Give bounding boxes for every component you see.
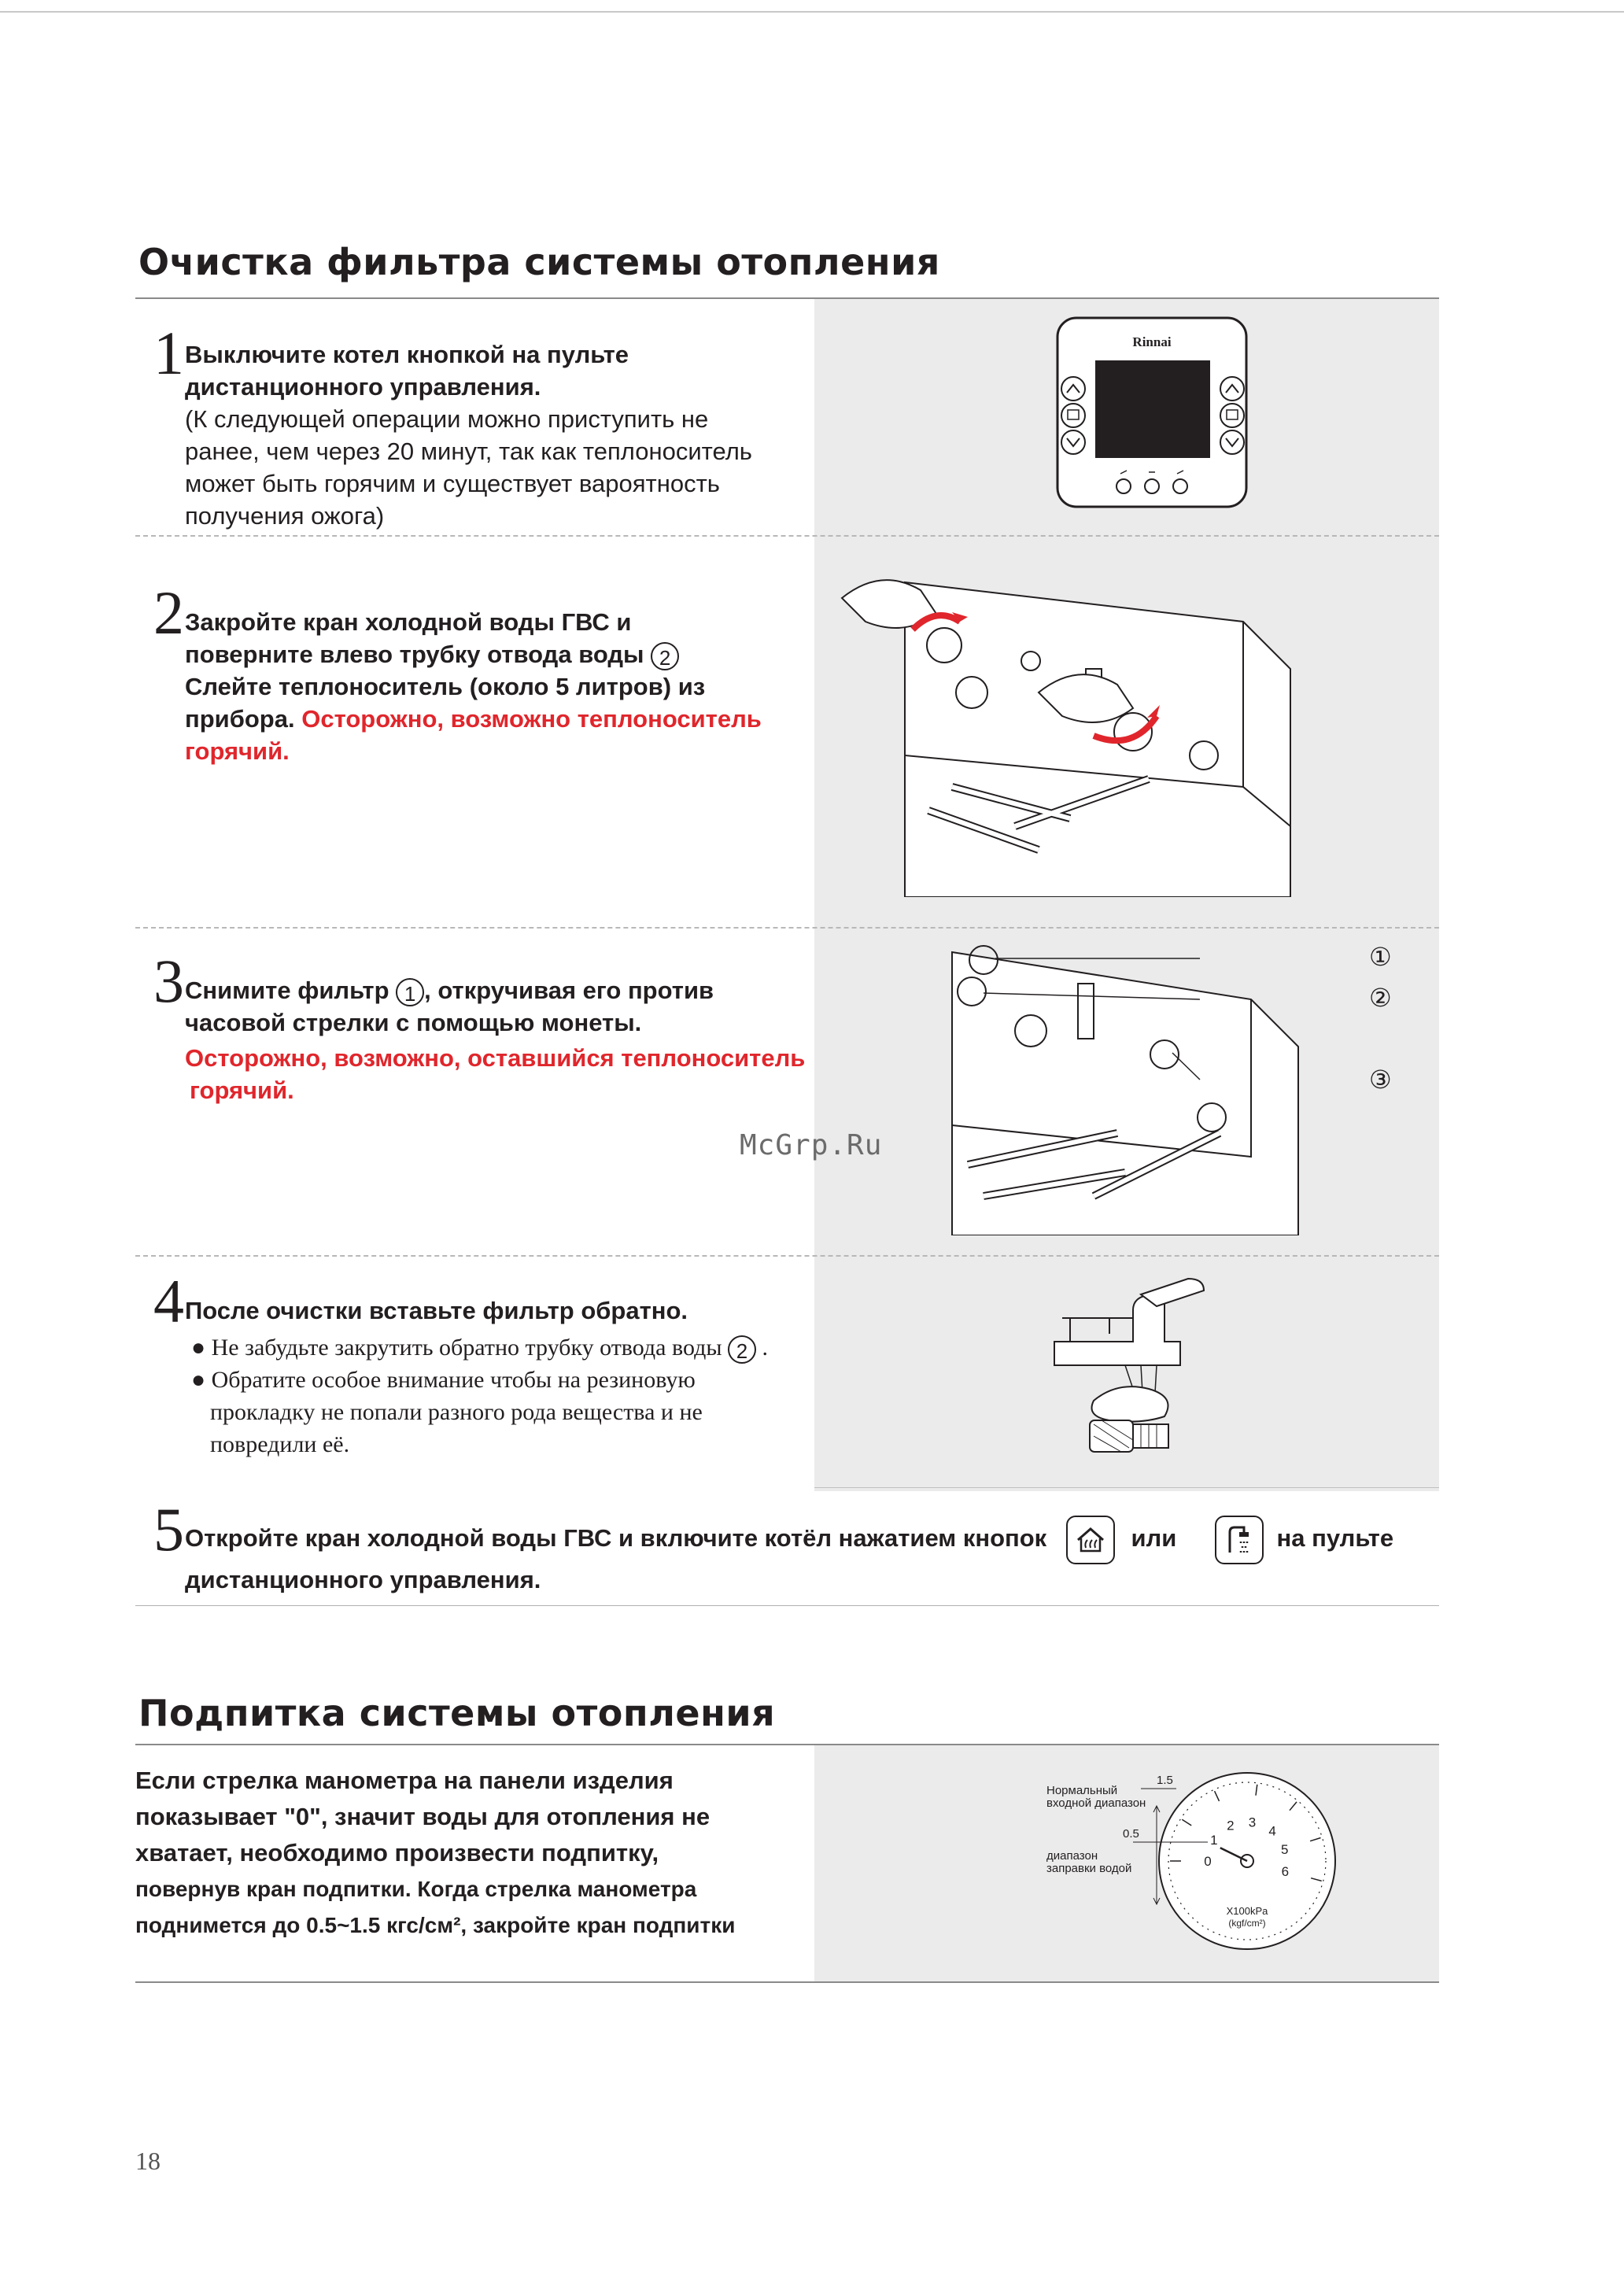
step-text: Откройте кран холодной воды ГВС и включите котёл нажатием кнопок bbox=[185, 1524, 1047, 1552]
gauge-scale-label: 0 bbox=[1204, 1854, 1212, 1869]
step-text: дистанционного управления. bbox=[185, 373, 541, 401]
hot-water-button-icon bbox=[1215, 1516, 1264, 1564]
step-text: Закройте кран холодной воды ГВС и bbox=[185, 608, 632, 636]
section1-bottom-rule bbox=[135, 1605, 1439, 1606]
step-number: 2 bbox=[153, 578, 184, 647]
gauge-label-normal: Нормальный bbox=[1046, 1784, 1118, 1797]
gauge-scale-label: 3 bbox=[1248, 1815, 1257, 1830]
step-text: прибора. bbox=[185, 705, 295, 733]
step-text: или bbox=[1131, 1524, 1177, 1552]
step-note: ранее, чем через 20 минут, так как теплоноситель bbox=[185, 438, 752, 465]
callout-2: ② bbox=[1369, 984, 1392, 1012]
step-bullet: прокладку не попали разного рода вещества и не bbox=[210, 1399, 703, 1426]
warning-text: Осторожно, возможно теплоноситель bbox=[301, 705, 762, 733]
warning-text: Осторожно, возможно, оставшийся теплоноситель bbox=[185, 1044, 806, 1072]
warning-text: горячий. bbox=[185, 737, 290, 765]
step-note: получения ожога) bbox=[185, 502, 385, 530]
gauge-mark-1-5: 1.5 bbox=[1157, 1774, 1173, 1787]
step-divider bbox=[135, 1255, 1439, 1257]
heating-button-icon bbox=[1066, 1516, 1115, 1564]
step-divider bbox=[135, 535, 1439, 537]
step-number: 1 bbox=[153, 319, 184, 387]
section2-title: Подпитка системы отопления bbox=[138, 1692, 776, 1734]
step-number: 3 bbox=[153, 947, 184, 1015]
instruction-line: показывает "0", значит воды для отопления не bbox=[135, 1803, 710, 1830]
instruction-line: поднимется до 0.5~1.5 кгс/см², закройте кран подпитки bbox=[135, 1913, 736, 1937]
step-text: Снимите фильтр bbox=[185, 977, 389, 1004]
step-text: Выключите котел кнопкой на пульте bbox=[185, 341, 629, 368]
step-bullet: ● Не забудьте закрутить обратно трубку отвода воды bbox=[191, 1335, 722, 1361]
gauge-scale-label: 2 bbox=[1227, 1818, 1235, 1833]
section2-bottom-rule bbox=[135, 1981, 1439, 1983]
instruction-line: хватает, необходимо произвести подпитку, bbox=[135, 1839, 659, 1867]
callout-marker: 2 bbox=[651, 642, 679, 670]
step-number: 4 bbox=[153, 1267, 184, 1335]
gauge-label-fill: диапазон bbox=[1046, 1849, 1098, 1863]
pressure-gauge bbox=[1039, 1767, 1353, 1963]
step-text: , откручивая его против bbox=[424, 977, 714, 1004]
section1-title: Очистка фильтра системы отопления bbox=[138, 241, 940, 283]
step-text: дистанционного управления. bbox=[185, 1566, 541, 1593]
watermark: McGrp.Ru bbox=[740, 1129, 883, 1161]
gauge-mark-0-5: 0.5 bbox=[1123, 1827, 1139, 1841]
step-divider bbox=[814, 1487, 1439, 1488]
faucet-filter-illustration bbox=[1046, 1263, 1235, 1468]
step-text: часовой стрелки с помощью монеты. bbox=[185, 1009, 642, 1036]
step-divider bbox=[135, 927, 1439, 929]
gauge-label-normal: входной диапазон bbox=[1046, 1796, 1146, 1810]
gauge-scale-label: 6 bbox=[1281, 1863, 1290, 1879]
instruction-line: Если стрелка манометра на панели изделия bbox=[135, 1767, 674, 1794]
gauge-unit-kgf: (kgf/cm²) bbox=[1228, 1918, 1266, 1929]
boiler-filter-illustration bbox=[936, 936, 1345, 1235]
refill-instructions bbox=[135, 1763, 735, 1944]
warning-text: горячий. bbox=[190, 1076, 294, 1104]
step-bullet: повредили её. bbox=[210, 1431, 350, 1458]
step-text: Слейте теплоноситель (около 5 литров) из bbox=[185, 673, 706, 700]
remote-control-illustration bbox=[1054, 315, 1251, 511]
callout-marker: 1 bbox=[396, 978, 424, 1006]
gauge-label-fill: заправки водой bbox=[1046, 1862, 1132, 1875]
gauge-scale-label: 5 bbox=[1280, 1842, 1289, 1857]
top-border bbox=[0, 11, 1624, 13]
step-bullet: ● Обратите особое внимание чтобы на резиновую bbox=[191, 1367, 696, 1394]
page-number: 18 bbox=[135, 2147, 161, 2175]
step-text: После очистки вставьте фильтр обратно. bbox=[185, 1297, 688, 1324]
step-note: (К следующей операции можно приступить не bbox=[185, 405, 709, 433]
step-text: поверните влево трубку отвода воды bbox=[185, 641, 644, 668]
callout-marker: 2 bbox=[728, 1335, 756, 1364]
boiler-drain-illustration bbox=[834, 551, 1306, 897]
brand-logo: Rinnai bbox=[1132, 334, 1172, 349]
instruction-line: повернув кран подпитки. Когда стрелка манометра bbox=[135, 1877, 697, 1901]
gauge-scale-label: 1 bbox=[1210, 1833, 1218, 1848]
step-bullet: . bbox=[762, 1335, 769, 1361]
gauge-scale-label: 4 bbox=[1268, 1823, 1276, 1839]
callout-3: ③ bbox=[1369, 1065, 1392, 1094]
gauge-unit: X100kPa bbox=[1226, 1905, 1268, 1917]
step-number: 5 bbox=[153, 1495, 184, 1564]
step-text: на пульте bbox=[1276, 1524, 1394, 1552]
callout-1: ① bbox=[1369, 943, 1392, 971]
step-note: может быть горячим и существует вароятность bbox=[185, 470, 720, 497]
